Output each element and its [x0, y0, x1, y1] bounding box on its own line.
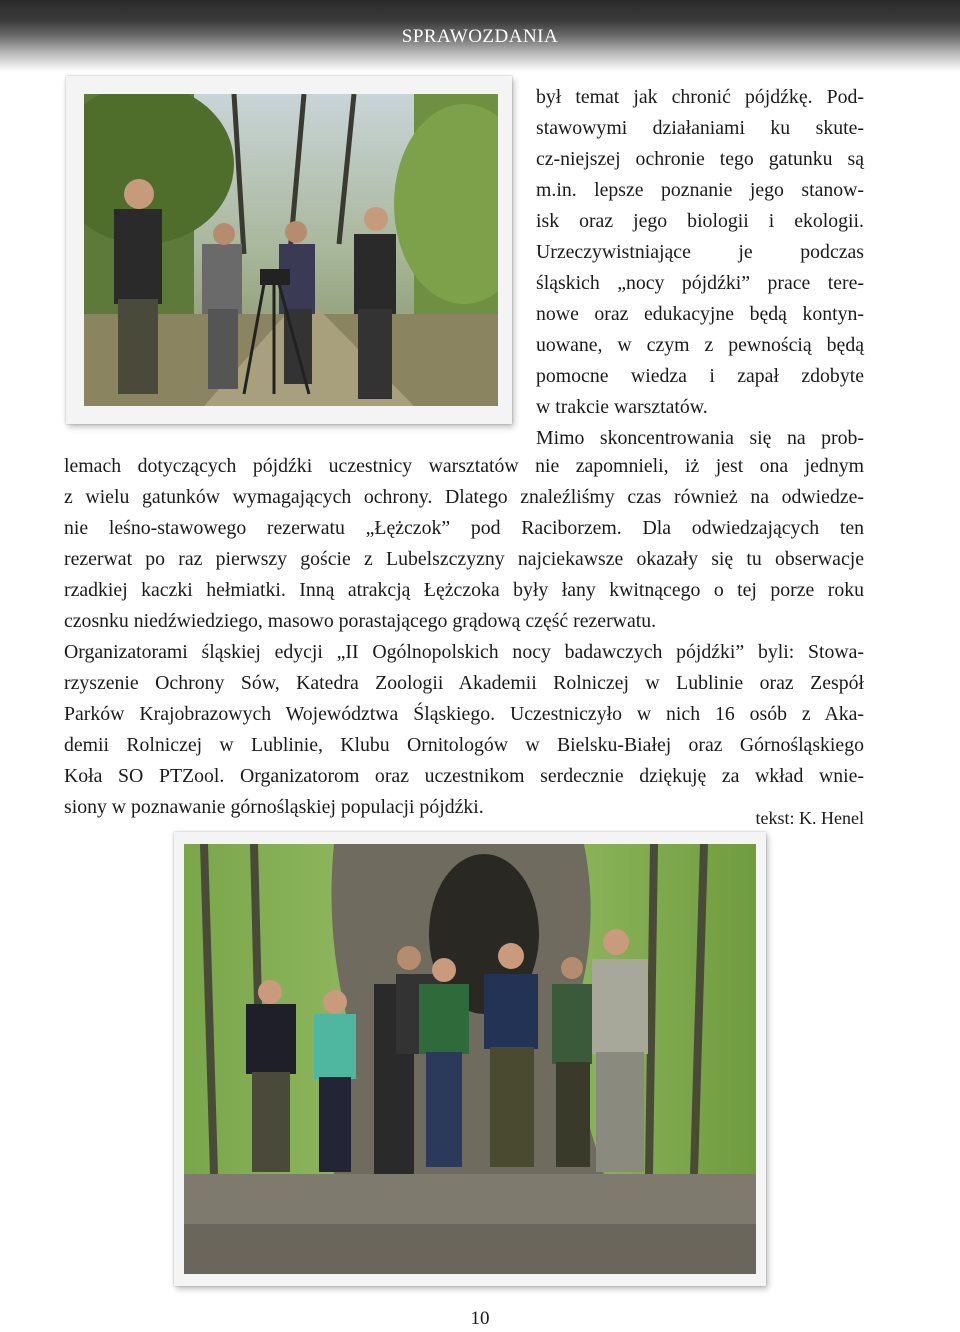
photo-birdwatchers	[66, 76, 512, 424]
text-line: śląskich „nocy pójdźki” prace tere-	[536, 272, 864, 294]
section-title: SPRAWOZDANIA	[401, 26, 559, 47]
page-header	[0, 0, 960, 72]
text-line: cz-niejszej ochronie tego gatunku są	[536, 148, 864, 170]
text-line: uowane, w czym z pewnością będą	[536, 334, 864, 356]
text-line: Koła SO PTZool. Organizatorom oraz uczestnikom serdecznie dziękuję za wkład wnie-	[64, 765, 864, 787]
author-credit: tekst: K. Henel	[755, 808, 864, 828]
text-line: isk oraz jego biologii i ekologii.	[536, 210, 864, 232]
text-line: z wielu gatunków wymagających ochrony. Dlatego znaleźliśmy czas również na odwiedze-	[64, 486, 864, 508]
text-line: siony w poznawanie górnośląskiej populacji pójdźki.	[64, 796, 484, 818]
text-line: m.in. lepsze poznanie jego stanow-	[536, 179, 864, 201]
text-line: był temat jak chronić pójdźkę. Pod-	[536, 86, 864, 108]
photo-birdwatchers-image	[84, 94, 498, 406]
text-line: nie leśno-stawowego rezerwatu „Łężczok” pod Raciborzem. Dla odwiedzających ten	[64, 517, 864, 539]
full-width-text	[64, 451, 864, 823]
column-text	[536, 82, 864, 454]
photo-group	[174, 832, 766, 1286]
text-line: stawowymi działaniami ku skute-	[536, 117, 864, 139]
paragraph-start: Mimo skoncentrowania się na prob-	[536, 427, 864, 449]
text-line: rezerwat po raz pierwszy goście z Lubelszczyzny najciekawsze okazały się tu obserwacje	[64, 548, 864, 570]
text-line: w trakcie warsztatów.	[536, 396, 708, 418]
text-line: Organizatorami śląskiej edycji „II Ogólnopolskich nocy badawczych pójdźki” byli: Stowa-	[64, 641, 864, 663]
text-line: rzyszenie Ochrony Sów, Katedra Zoologii Akademii Rolniczej w Lublinie oraz Zespół	[64, 672, 864, 694]
text-line: czosnku niedźwiedziego, masowo porastającego grądową część rezerwatu.	[64, 610, 657, 632]
text-line: demii Rolniczej w Lublinie, Klubu Ornitologów w Bielsku-Białej oraz Górnośląskiego	[64, 734, 864, 756]
text-line: nowe oraz edukacyjne będą kontyn-	[536, 303, 864, 325]
page-number: 10	[470, 1308, 490, 1329]
text-line: pomocne wiedza i zapał zdobyte	[536, 365, 864, 387]
text-line: lemach dotyczących pójdźki uczestnicy warsztatów nie zapomnieli, iż jest ona jednym	[64, 455, 864, 477]
text-line: Parków Krajobrazowych Województwa Śląskiego. Uczestniczyło w nich 16 osób z Aka-	[64, 703, 864, 725]
text-line: rzadkiej kaczki hełmiatki. Inną atrakcją Łężczoka były łany kwitnącego o tej porze roku	[64, 579, 864, 601]
photo-group-image	[184, 844, 756, 1274]
text-line: Urzeczywistniające je podczas	[536, 241, 864, 263]
